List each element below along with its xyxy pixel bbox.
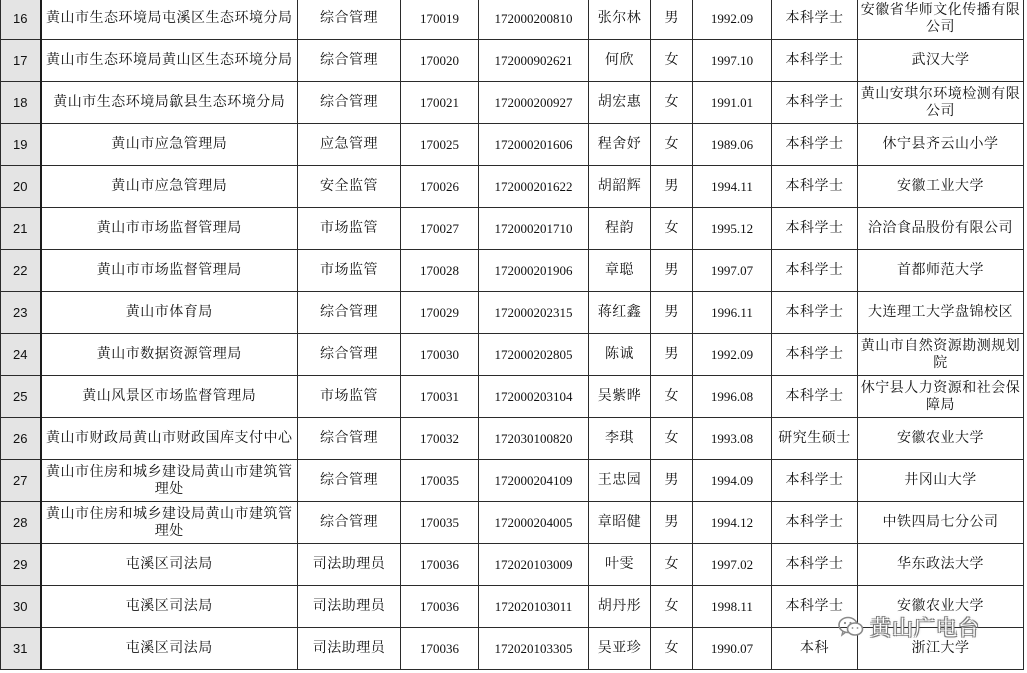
row-number: 17: [1, 40, 41, 82]
table-row: [1, 502, 1024, 544]
row-number: 22: [1, 250, 41, 292]
gender-cell: 女: [651, 82, 693, 124]
position-code-cell: 170035: [401, 502, 479, 544]
position-cell: 综合管理: [298, 292, 401, 334]
school-cell: 武汉大学: [858, 40, 1024, 82]
birth-date-cell: 1997.02: [693, 544, 772, 586]
position-cell: 司法助理员: [298, 628, 401, 670]
table-row: [1, 418, 1024, 460]
gender-cell: 男: [651, 460, 693, 502]
school-cell: 黄山市自然资源勘测规划院: [858, 334, 1024, 376]
school-cell: 安徽省华师文化传播有限公司: [858, 0, 1024, 40]
birth-date-cell: 1992.09: [693, 0, 772, 40]
degree-cell: 本科学士: [772, 502, 858, 544]
birth-date-cell: 1989.06: [693, 124, 772, 166]
name-cell: 章昭健: [589, 502, 651, 544]
exam-id-cell: 172000202805: [479, 334, 589, 376]
degree-cell: 本科学士: [772, 292, 858, 334]
name-cell: 李琪: [589, 418, 651, 460]
position-code-cell: 170026: [401, 166, 479, 208]
position-cell: 安全监管: [298, 166, 401, 208]
school-cell: 安徽农业大学: [858, 586, 1024, 628]
table-row: [1, 292, 1024, 334]
gender-cell: 男: [651, 166, 693, 208]
degree-cell: 本科学士: [772, 460, 858, 502]
gender-cell: 男: [651, 0, 693, 40]
name-cell: 王忠园: [589, 460, 651, 502]
watermark-text: 黄山广电台: [870, 616, 980, 640]
position-cell: 综合管理: [298, 418, 401, 460]
table-row: [1, 166, 1024, 208]
degree-cell: 本科: [772, 628, 858, 670]
degree-cell: 本科学士: [772, 208, 858, 250]
gender-cell: 女: [651, 40, 693, 82]
school-cell: 大连理工大学盘锦校区: [858, 292, 1024, 334]
name-cell: 胡丹彤: [589, 586, 651, 628]
degree-cell: 本科学士: [772, 376, 858, 418]
gender-cell: 女: [651, 628, 693, 670]
table-row: [1, 208, 1024, 250]
exam-id-cell: 172020103009: [479, 544, 589, 586]
name-cell: 蒋红鑫: [589, 292, 651, 334]
position-cell: 综合管理: [298, 502, 401, 544]
employer-cell: 屯溪区司法局: [41, 628, 298, 670]
gender-cell: 女: [651, 418, 693, 460]
exam-id-cell: 172000902621: [479, 40, 589, 82]
position-cell: 综合管理: [298, 334, 401, 376]
row-number: 26: [1, 418, 41, 460]
birth-date-cell: 1996.08: [693, 376, 772, 418]
birth-date-cell: 1991.01: [693, 82, 772, 124]
gender-cell: 男: [651, 292, 693, 334]
row-number: 21: [1, 208, 41, 250]
position-cell: 综合管理: [298, 82, 401, 124]
row-number: 27: [1, 460, 41, 502]
name-cell: 章聪: [589, 250, 651, 292]
name-cell: 吴亚珍: [589, 628, 651, 670]
position-code-cell: 170036: [401, 586, 479, 628]
degree-cell: 本科学士: [772, 250, 858, 292]
position-cell: 综合管理: [298, 40, 401, 82]
position-cell: 市场监管: [298, 376, 401, 418]
position-code-cell: 170030: [401, 334, 479, 376]
employer-cell: 黄山市生态环境局黄山区生态环境分局: [41, 40, 298, 82]
gender-cell: 女: [651, 124, 693, 166]
employer-cell: 黄山市财政局黄山市财政国库支付中心: [41, 418, 298, 460]
position-cell: 综合管理: [298, 0, 401, 40]
position-code-cell: 170029: [401, 292, 479, 334]
gender-cell: 女: [651, 544, 693, 586]
exam-id-cell: 172000201906: [479, 250, 589, 292]
birth-date-cell: 1996.11: [693, 292, 772, 334]
employer-cell: 黄山市住房和城乡建设局黄山市建筑管理处: [41, 502, 298, 544]
employer-cell: 黄山市市场监督管理局: [41, 250, 298, 292]
gender-cell: 女: [651, 376, 693, 418]
table-row: [1, 124, 1024, 166]
name-cell: 叶雯: [589, 544, 651, 586]
row-number: 24: [1, 334, 41, 376]
school-cell: 华东政法大学: [858, 544, 1024, 586]
position-code-cell: 170020: [401, 40, 479, 82]
name-cell: 何欣: [589, 40, 651, 82]
row-number: 23: [1, 292, 41, 334]
birth-date-cell: 1994.09: [693, 460, 772, 502]
exam-id-cell: 172030100820: [479, 418, 589, 460]
degree-cell: 本科学士: [772, 586, 858, 628]
table-row: [1, 460, 1024, 502]
birth-date-cell: 1992.09: [693, 334, 772, 376]
birth-date-cell: 1997.10: [693, 40, 772, 82]
row-number: 19: [1, 124, 41, 166]
position-code-cell: 170036: [401, 628, 479, 670]
employer-cell: 黄山市市场监督管理局: [41, 208, 298, 250]
exam-id-cell: 172000202315: [479, 292, 589, 334]
degree-cell: 本科学士: [772, 40, 858, 82]
name-cell: 吴紫晔: [589, 376, 651, 418]
exam-id-cell: 172000200810: [479, 0, 589, 40]
table-row: [1, 82, 1024, 124]
degree-cell: 研究生硕士: [772, 418, 858, 460]
degree-cell: 本科学士: [772, 544, 858, 586]
position-cell: 司法助理员: [298, 544, 401, 586]
employer-cell: 黄山市生态环境局屯溪区生态环境分局: [41, 0, 298, 40]
gender-cell: 男: [651, 502, 693, 544]
employer-cell: 屯溪区司法局: [41, 544, 298, 586]
exam-id-cell: 172000201606: [479, 124, 589, 166]
gender-cell: 女: [651, 208, 693, 250]
table-row: [1, 334, 1024, 376]
position-code-cell: 170028: [401, 250, 479, 292]
exam-id-cell: 172020103305: [479, 628, 589, 670]
birth-date-cell: 1993.08: [693, 418, 772, 460]
name-cell: 张尔林: [589, 0, 651, 40]
degree-cell: 本科学士: [772, 334, 858, 376]
name-cell: 胡宏惠: [589, 82, 651, 124]
table-row: [1, 250, 1024, 292]
degree-cell: 本科学士: [772, 82, 858, 124]
row-number: 30: [1, 586, 41, 628]
table-row: [1, 40, 1024, 82]
birth-date-cell: 1995.12: [693, 208, 772, 250]
employer-cell: 黄山风景区市场监督管理局: [41, 376, 298, 418]
school-cell: 黄山安琪尔环境检测有限公司: [858, 82, 1024, 124]
row-number: 16: [1, 0, 41, 40]
position-cell: 市场监管: [298, 250, 401, 292]
exam-id-cell: 172000203104: [479, 376, 589, 418]
name-cell: 陈诚: [589, 334, 651, 376]
name-cell: 胡韶辉: [589, 166, 651, 208]
row-number: 25: [1, 376, 41, 418]
exam-id-cell: 172000201710: [479, 208, 589, 250]
row-number: 20: [1, 166, 41, 208]
employer-cell: 黄山市体育局: [41, 292, 298, 334]
employer-cell: 黄山市数据资源管理局: [41, 334, 298, 376]
school-cell: 首都师范大学: [858, 250, 1024, 292]
birth-date-cell: 1990.07: [693, 628, 772, 670]
position-cell: 应急管理: [298, 124, 401, 166]
position-code-cell: 170036: [401, 544, 479, 586]
position-cell: 综合管理: [298, 460, 401, 502]
school-cell: 休宁县人力资源和社会保障局: [858, 376, 1024, 418]
table-row: [1, 0, 1024, 40]
position-code-cell: 170025: [401, 124, 479, 166]
table-row: [1, 376, 1024, 418]
name-cell: 程舍妤: [589, 124, 651, 166]
position-code-cell: 170035: [401, 460, 479, 502]
employer-cell: 黄山市生态环境局歙县生态环境分局: [41, 82, 298, 124]
degree-cell: 本科学士: [772, 166, 858, 208]
position-code-cell: 170027: [401, 208, 479, 250]
position-cell: 司法助理员: [298, 586, 401, 628]
school-cell: 安徽工业大学: [858, 166, 1024, 208]
birth-date-cell: 1997.07: [693, 250, 772, 292]
row-number: 31: [1, 628, 41, 670]
gender-cell: 女: [651, 586, 693, 628]
exam-id-cell: 172020103011: [479, 586, 589, 628]
exam-id-cell: 172000200927: [479, 82, 589, 124]
table-row: [1, 586, 1024, 628]
birth-date-cell: 1994.12: [693, 502, 772, 544]
table-row: [1, 544, 1024, 586]
exam-id-cell: 172000204005: [479, 502, 589, 544]
school-cell: 休宁县齐云山小学: [858, 124, 1024, 166]
school-cell: 井冈山大学: [858, 460, 1024, 502]
position-cell: 市场监管: [298, 208, 401, 250]
position-code-cell: 170032: [401, 418, 479, 460]
school-cell: 洽洽食品股份有限公司: [858, 208, 1024, 250]
position-code-cell: 170021: [401, 82, 479, 124]
employer-cell: 黄山市应急管理局: [41, 166, 298, 208]
row-number: 18: [1, 82, 41, 124]
exam-id-cell: 172000204109: [479, 460, 589, 502]
row-number: 28: [1, 502, 41, 544]
employer-cell: 黄山市应急管理局: [41, 124, 298, 166]
degree-cell: 本科学士: [772, 124, 858, 166]
school-cell: 安徽农业大学: [858, 418, 1024, 460]
birth-date-cell: 1994.11: [693, 166, 772, 208]
gender-cell: 男: [651, 250, 693, 292]
school-cell: 中铁四局七分公司: [858, 502, 1024, 544]
employer-cell: 屯溪区司法局: [41, 586, 298, 628]
exam-id-cell: 172000201622: [479, 166, 589, 208]
birth-date-cell: 1998.11: [693, 586, 772, 628]
position-code-cell: 170031: [401, 376, 479, 418]
table-row: [1, 628, 1024, 670]
employer-cell: 黄山市住房和城乡建设局黄山市建筑管理处: [41, 460, 298, 502]
position-code-cell: 170019: [401, 0, 479, 40]
name-cell: 程韵: [589, 208, 651, 250]
school-cell: 浙江大学: [858, 628, 1024, 670]
gender-cell: 男: [651, 334, 693, 376]
row-number: 29: [1, 544, 41, 586]
degree-cell: 本科学士: [772, 0, 858, 40]
